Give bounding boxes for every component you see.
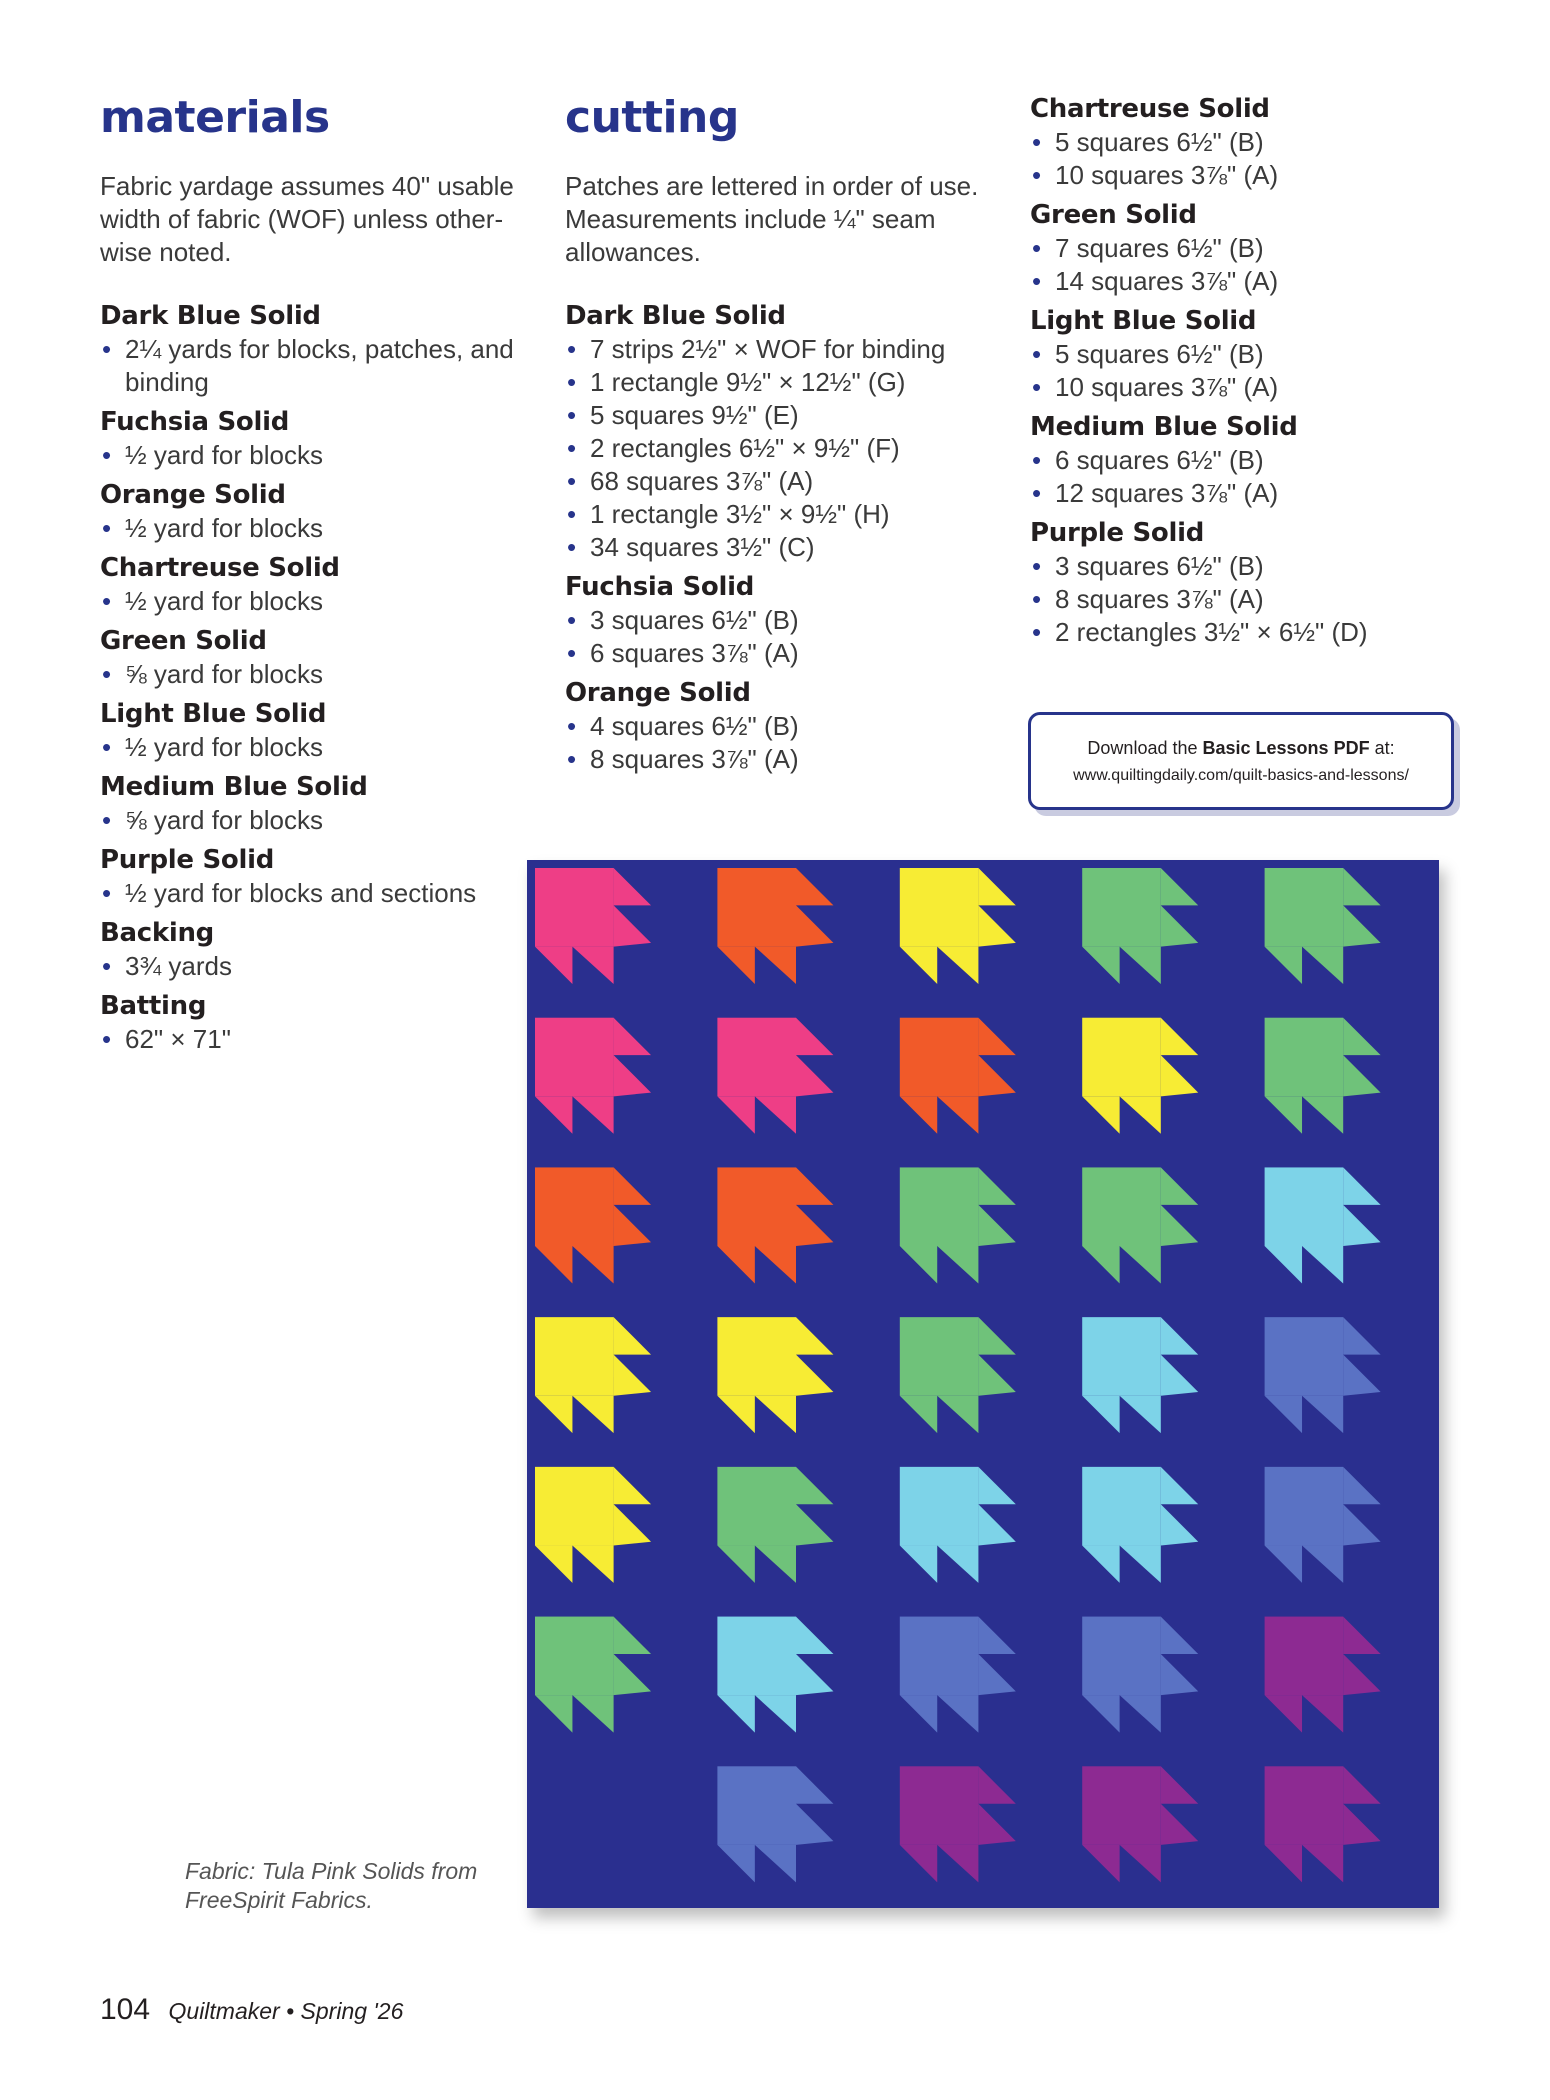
- list-item: • 62" × 71": [100, 1023, 520, 1056]
- download-bold: Basic Lessons PDF: [1202, 737, 1370, 758]
- list-item: • 68 squares 3⅞" (A): [565, 465, 1005, 498]
- group-title: Green Solid: [100, 626, 267, 656]
- list-item: • 5 squares 6½" (B): [1030, 126, 1470, 159]
- list-group: [100, 478, 520, 545]
- list-item: • 1 rectangle 9½" × 12½" (G): [565, 366, 1005, 399]
- group-title: Green Solid: [1030, 200, 1197, 230]
- list-item: • 3 squares 6½" (B): [565, 604, 1005, 637]
- list-item: • ½ yard for blocks: [100, 731, 520, 764]
- list-item: • 5 squares 9½" (E): [565, 399, 1005, 432]
- list-item: • 2¼ yards for blocks, patches, and binding: [100, 333, 520, 399]
- list-item: • 2 rectangles 3½" × 6½" (D): [1030, 616, 1470, 649]
- cutting-continued-column: [1030, 92, 1470, 655]
- list-item: • 10 squares 3⅞" (A): [1030, 371, 1470, 404]
- list-item: • 2 rectangles 6½" × 9½" (F): [565, 432, 1005, 465]
- list-item: • 7 squares 6½" (B): [1030, 232, 1470, 265]
- group-title: Orange Solid: [100, 480, 286, 510]
- list-group: [100, 697, 520, 764]
- group-title: Fuchsia Solid: [100, 407, 290, 437]
- download-lessons-box: [1028, 712, 1454, 810]
- list-item: • 8 squares 3⅞" (A): [565, 743, 1005, 776]
- list-item: • 34 squares 3½" (C): [565, 531, 1005, 564]
- download-suffix: at:: [1369, 737, 1395, 758]
- group-title: Chartreuse Solid: [1030, 94, 1270, 124]
- list-group: [100, 989, 520, 1056]
- list-group: [1030, 410, 1470, 510]
- list-group: [100, 843, 520, 910]
- materials-intro: Fabric yardage assumes 40" usable width of fabric (WOF) unless other-wise noted.: [100, 171, 514, 267]
- group-title: Chartreuse Solid: [100, 553, 340, 583]
- download-prefix: Download the: [1087, 737, 1203, 758]
- group-title: Light Blue Solid: [1030, 306, 1257, 336]
- group-title: Dark Blue Solid: [565, 301, 786, 331]
- group-title: Medium Blue Solid: [1030, 412, 1298, 442]
- list-group: [100, 299, 520, 399]
- list-item: • 12 squares 3⅞" (A): [1030, 477, 1470, 510]
- list-item: • 10 squares 3⅞" (A): [1030, 159, 1470, 192]
- list-group: [1030, 198, 1470, 298]
- group-title: Batting: [100, 991, 207, 1021]
- list-item: • 14 squares 3⅞" (A): [1030, 265, 1470, 298]
- fabric-caption: Fabric: Tula Pink Solids from FreeSpirit Fabrics.: [185, 1858, 478, 1913]
- list-group: [100, 405, 520, 472]
- list-item: • 7 strips 2½" × WOF for binding: [565, 333, 1005, 366]
- group-title: Light Blue Solid: [100, 699, 327, 729]
- list-item: • ½ yard for blocks: [100, 512, 520, 545]
- list-group: [1030, 92, 1470, 192]
- cutting-intro: Patches are lettered in order of use. Measurements include ¼" seam allowances.: [565, 171, 979, 267]
- list-item: • ½ yard for blocks and sections: [100, 877, 520, 910]
- list-item: • 8 squares 3⅞" (A): [1030, 583, 1470, 616]
- quilt-photo: [527, 860, 1439, 1908]
- list-item: • 3 squares 6½" (B): [1030, 550, 1470, 583]
- list-group: [565, 570, 1005, 670]
- group-title: Purple Solid: [1030, 518, 1205, 548]
- group-title: Medium Blue Solid: [100, 772, 368, 802]
- list-group: [1030, 516, 1470, 649]
- list-item: • ⅝ yard for blocks: [100, 658, 520, 691]
- list-item: • 1 rectangle 3½" × 9½" (H): [565, 498, 1005, 531]
- list-group: [565, 299, 1005, 564]
- list-item: • ⅝ yard for blocks: [100, 804, 520, 837]
- download-text: [1087, 738, 1394, 759]
- list-item: • ½ yard for blocks: [100, 439, 520, 472]
- group-title: Dark Blue Solid: [100, 301, 321, 331]
- group-title: Orange Solid: [565, 678, 751, 708]
- page-footer: [100, 1993, 403, 2027]
- list-group: [1030, 304, 1470, 404]
- list-item: • 3¾ yards: [100, 950, 520, 983]
- list-group: [565, 676, 1005, 776]
- list-item: • 4 squares 6½" (B): [565, 710, 1005, 743]
- materials-column: [100, 88, 520, 1062]
- list-item: • 6 squares 3⅞" (A): [565, 637, 1005, 670]
- cutting-list-continued: [1030, 92, 1470, 649]
- page-number: 104: [100, 1993, 151, 2026]
- list-group: [100, 916, 520, 983]
- list-group: [100, 624, 520, 691]
- list-item: • 5 squares 6½" (B): [1030, 338, 1470, 371]
- magazine-name: Quiltmaker • Spring '26: [168, 1998, 404, 2024]
- cutting-heading: cutting: [565, 92, 739, 143]
- list-group: [100, 770, 520, 837]
- cutting-list: [565, 299, 1005, 776]
- materials-list: [100, 299, 520, 1056]
- list-item: • 6 squares 6½" (B): [1030, 444, 1470, 477]
- download-link[interactable]: www.quiltingdaily.com/quilt-basics-and-lessons/: [1073, 766, 1409, 784]
- materials-heading: materials: [100, 92, 330, 143]
- group-title: Backing: [100, 918, 214, 948]
- list-item: • ½ yard for blocks: [100, 585, 520, 618]
- group-title: Fuchsia Solid: [565, 572, 755, 602]
- group-title: Purple Solid: [100, 845, 275, 875]
- list-group: [100, 551, 520, 618]
- cutting-column: [565, 88, 1005, 782]
